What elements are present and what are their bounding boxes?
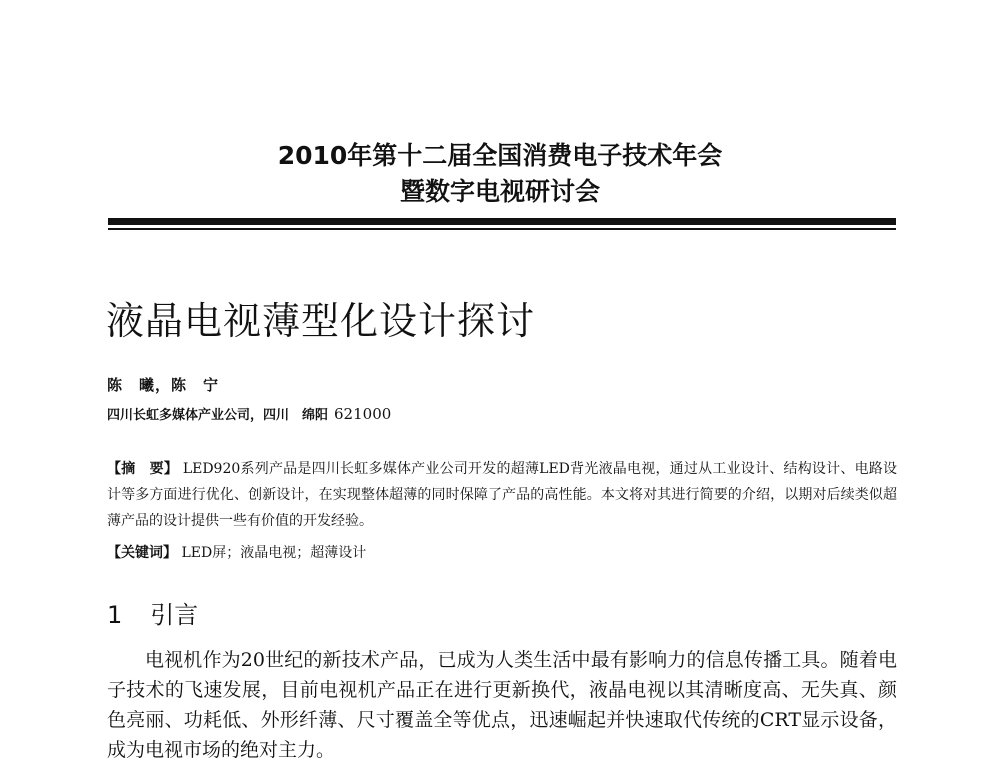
conference-title-line2: 暨数字电视研讨会: [399, 177, 600, 206]
section-heading: [107, 598, 198, 632]
keywords-text: LED屏；液晶电视；超薄设计: [181, 545, 367, 561]
section-title: 引言: [150, 601, 199, 629]
section-number: 1: [107, 601, 123, 629]
abstract-label: 【摘 要】: [107, 461, 179, 477]
paper-title: 液晶电视薄型化设计探讨: [106, 299, 536, 343]
affiliation: [107, 403, 391, 427]
postcode: 621000: [334, 405, 392, 423]
abstract: [107, 456, 897, 534]
header-rule-thin: [108, 228, 896, 230]
affiliation-text: 四川长虹多媒体产业公司，四川 绵阳: [107, 408, 329, 423]
conference-title-line1: 2010年第十二届全国消费电子技术年会: [277, 141, 723, 170]
abstract-text: LED920系列产品是四川长虹多媒体产业公司开发的超薄LED背光液晶电视，通过从工业设计、结构设计、电路设计等多方面进行优化、创新设计，在实现整体超薄的同时保障了产品的高性能。本文将对其进行简要的介绍，以期对后续类似超薄产品的设计提供一些有价值的开发经验。: [107, 461, 898, 529]
header-rule-thick: [108, 218, 896, 225]
authors: 陈 曦，陈 宁: [107, 376, 220, 394]
body-paragraph: 电视机作为20世纪的新技术产品，已成为人类生活中最有影响力的信息传播工具。随着电子技术的飞速发展，目前电视机产品正在进行更新换代，液晶电视以其清晰度高、无失真、颜色亮丽、功耗低、外形纤薄、尺寸覆盖全等优点，迅速崛起并快速取代传统的CRT显示设备，成为电视市场的绝对主力。: [107, 649, 897, 761]
keywords: [107, 540, 897, 566]
keywords-label: 【关键词】: [107, 545, 177, 561]
